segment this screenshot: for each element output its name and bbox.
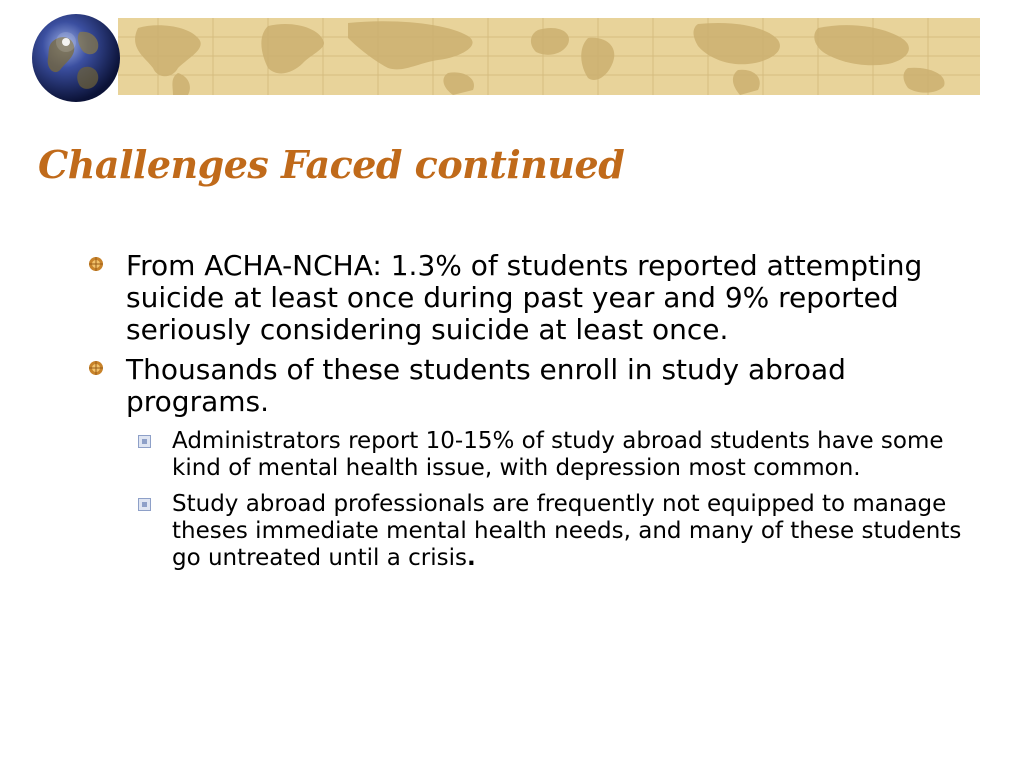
list-item bbox=[86, 353, 962, 572]
sub-bullet-emphasis: . bbox=[466, 545, 476, 571]
list-item bbox=[126, 428, 962, 482]
sub-bullet-text: Study abroad professionals are frequently not equipped to manage theses immediate mental health needs, and many of these students go untreated until a crisis bbox=[172, 491, 962, 571]
bullet-text: Thousands of these students enroll in study abroad programs. bbox=[126, 353, 846, 418]
bullet-text: From ACHA-NCHA: 1.3% of students reported attempting suicide at least once during past year and 9% reported seriously considering suicide at least once. bbox=[126, 249, 923, 346]
sub-bullet-text: Administrators report 10-15% of study abroad students have some kind of mental health issue, with depression most common. bbox=[172, 428, 944, 481]
world-map-banner bbox=[118, 18, 980, 95]
bullet-list bbox=[86, 249, 962, 581]
slide-title: Challenges Faced continued bbox=[38, 142, 625, 187]
sun-bullet-icon bbox=[88, 360, 104, 376]
square-bullet-icon bbox=[138, 435, 151, 448]
globe-icon bbox=[30, 12, 122, 104]
sub-bullet-list bbox=[126, 428, 962, 572]
list-item bbox=[126, 491, 962, 572]
list-item bbox=[86, 250, 956, 346]
sun-bullet-icon bbox=[88, 256, 104, 272]
world-map-graphic bbox=[118, 18, 980, 95]
square-bullet-icon bbox=[138, 498, 151, 511]
